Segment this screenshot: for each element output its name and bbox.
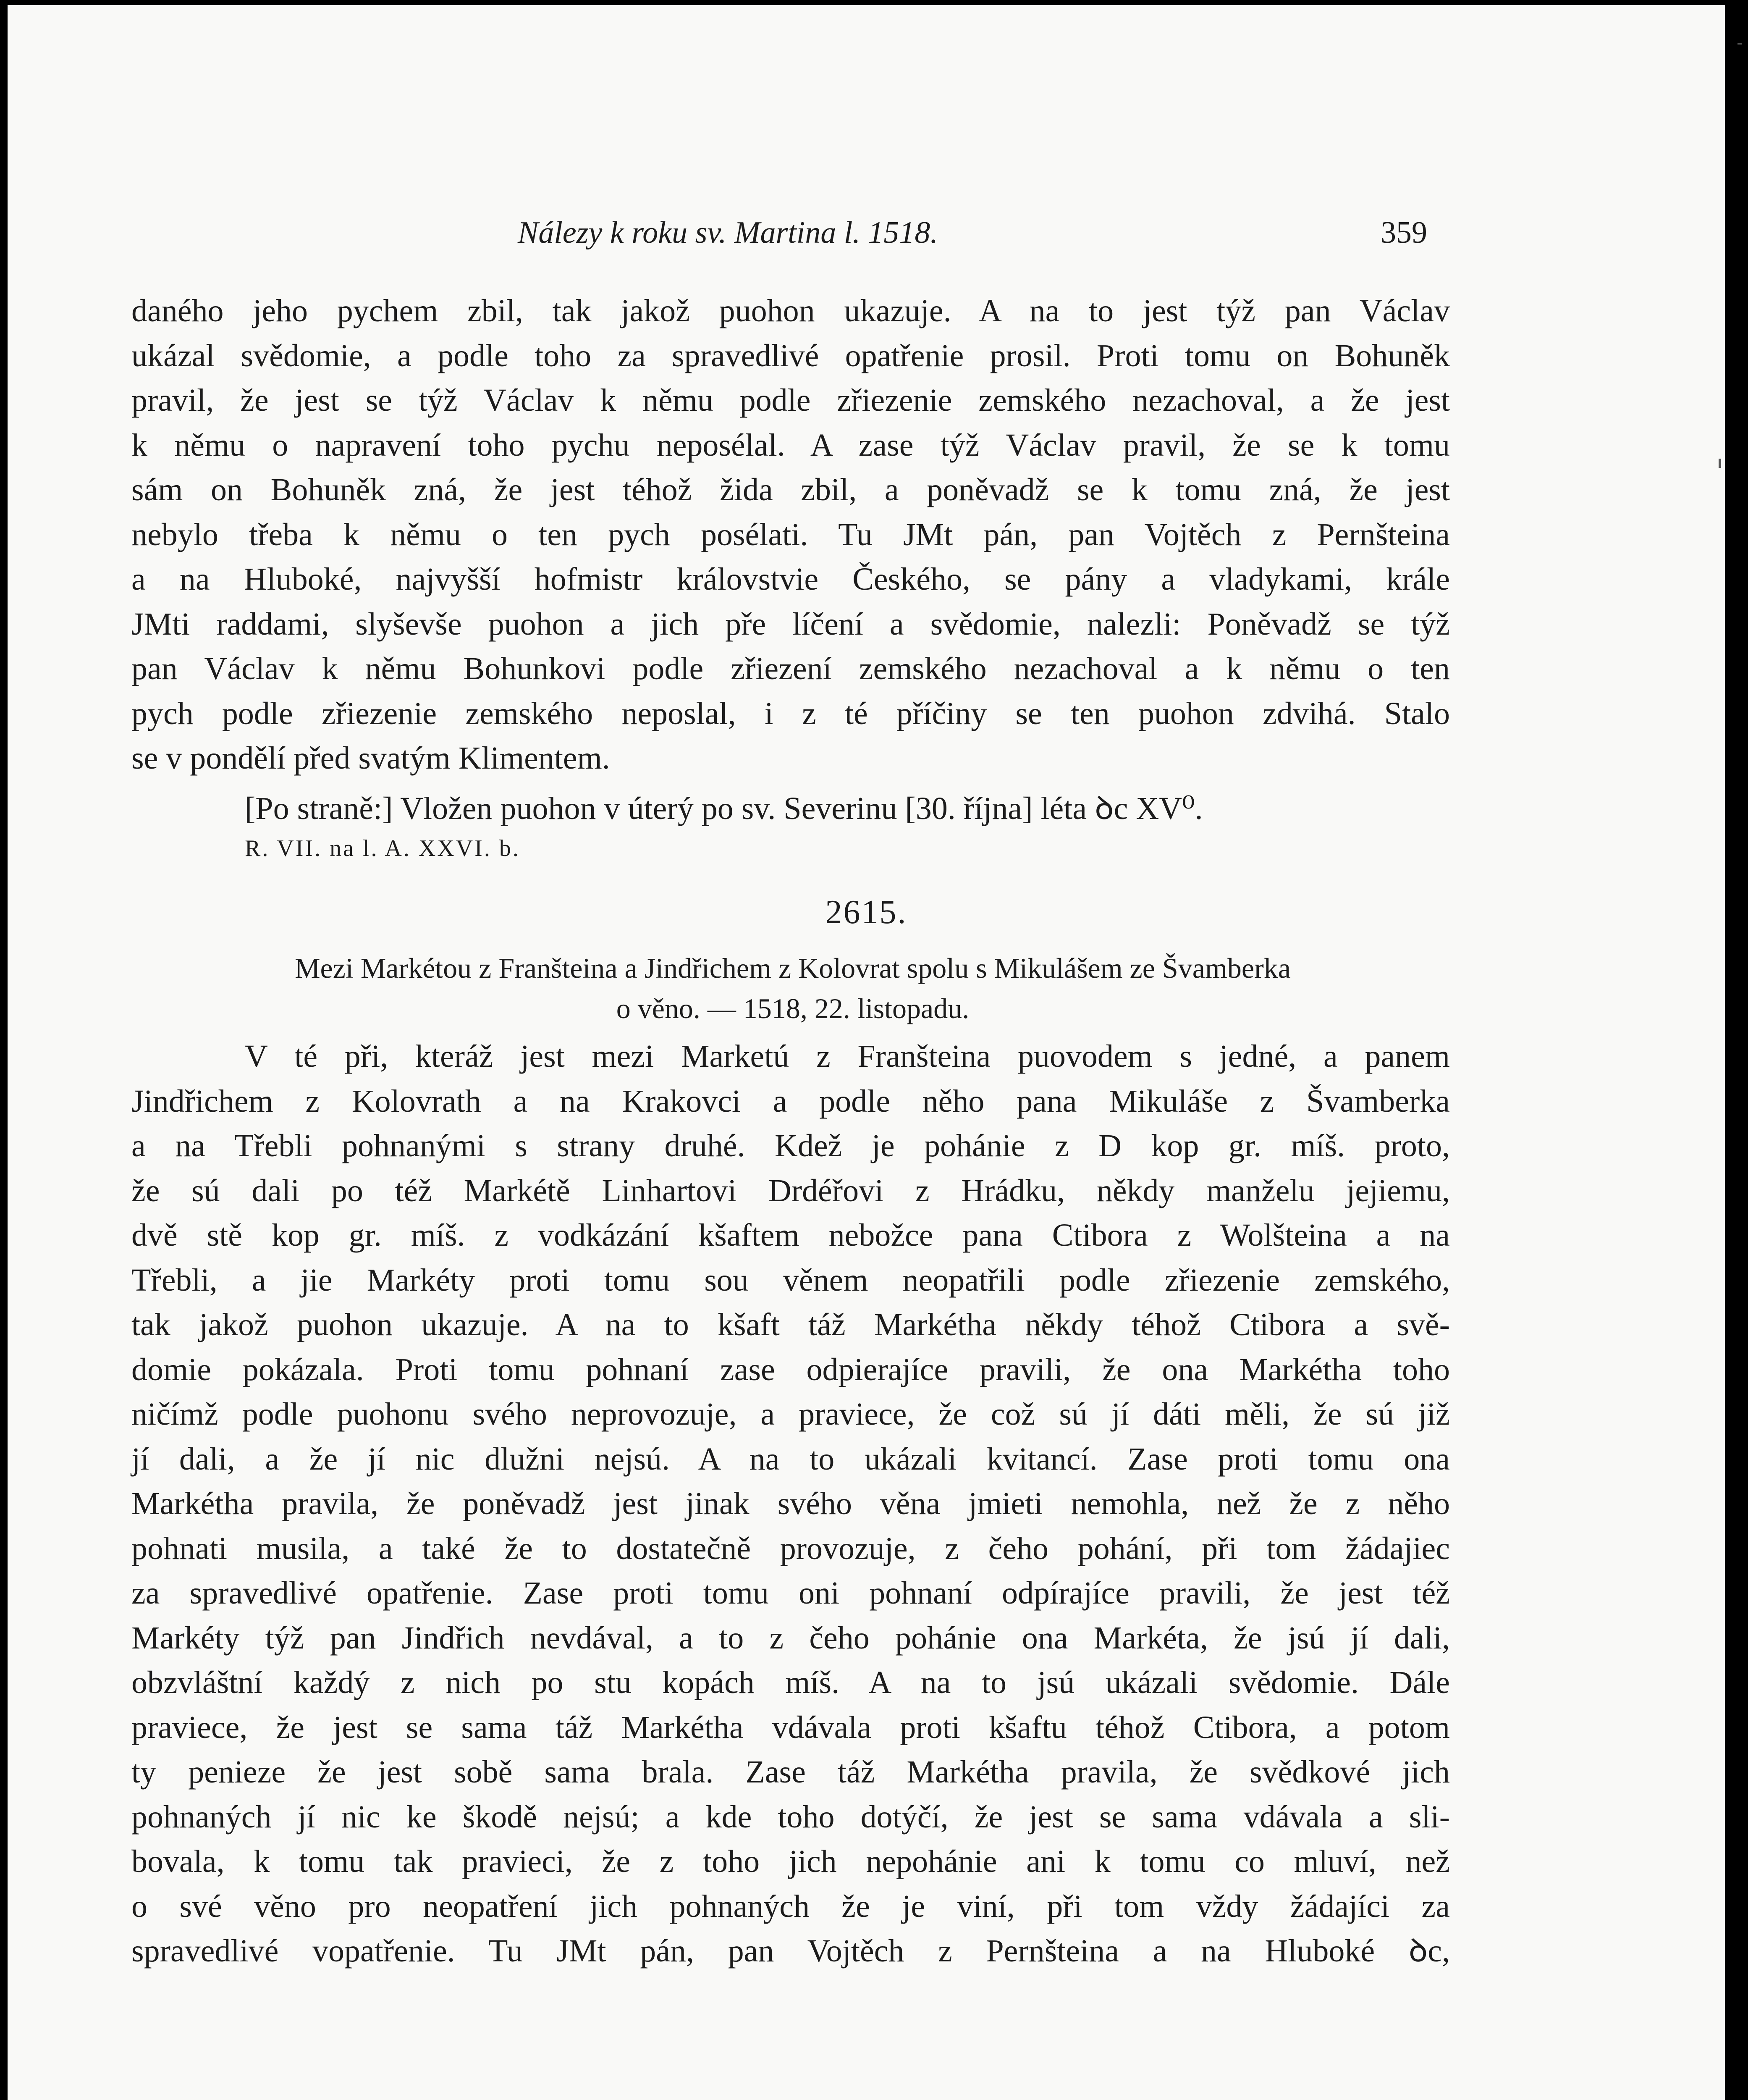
text-line: pohnaných jí nic ke škodě nejsú; a kde toho dotýčí, že jest se sama vdávala a sli- — [131, 1799, 1450, 1835]
text-line: nebylo třeba k němu o ten pych posélati. Tu JMt pán, pan Vojtěch z Pernšteina — [131, 517, 1450, 552]
text-line: pohnati musila, a také že to dostatečně provozuje, z čeho pohání, při tom žádajiec — [131, 1530, 1450, 1566]
entry-body — [131, 1034, 1450, 1974]
text-line: spravedlivé vopatřenie. Tu JMt pán, pan Vojtěch z Pernšteina a na Hluboké ꝺc, — [131, 1933, 1450, 1969]
text-line: ty penieze že jest sobě sama brala. Zase táž Markétha pravila, že svědkové jich — [131, 1754, 1450, 1790]
marginal-note: [Po straně:] Vložen puohon v úterý po sv. Severinu [30. října] léta ꝺc XV⁰. — [245, 791, 1203, 826]
summary-line: o věno. — 1518, 22. listopadu. — [616, 992, 970, 1024]
entry-number: 2615. — [825, 894, 907, 931]
text-line: pan Václav k němu Bohunkovi podle zřiezení zemského nezachoval a k němu o ten — [131, 651, 1450, 686]
text-line: Třebli, a jie Markéty proti tomu sou věnem neopatřili podle zřiezenie zemského, — [131, 1262, 1450, 1298]
text-line: ukázal svědomie, a podle toho za spravedlivé opatřenie prosil. Proti tomu on Bohuněk — [131, 338, 1450, 373]
text-line: jí dali, a že jí nic dlužni nejsú. A na to ukázali kvitancí. Zase proti tomu ona — [131, 1441, 1450, 1477]
text-line: k němu o napravení toho pychu neposélal. A zase týž Václav pravil, že se k tomu — [131, 427, 1450, 463]
text-line: ničímž podle puohonu svého neprovozuje, a praviece, že což sú jí dáti měli, že sú již — [131, 1396, 1450, 1432]
text-line: obzvláštní každý z nich po stu kopách míš. A na to jsú ukázali svědomie. Dále — [131, 1665, 1450, 1700]
scanned-page — [8, 5, 1725, 2100]
page-header — [8, 215, 1725, 257]
text-line: Jindřichem z Kolovrath a na Krakovci a podle něho pana Mikuláše z Švamberka — [131, 1083, 1450, 1119]
text-line: Markétha pravila, že poněvadž jest jinak svého věna jmieti nemohla, než že z něho — [131, 1486, 1450, 1521]
entry-summary — [163, 948, 1423, 1029]
text-line: daného jeho pychem zbil, tak jakož puohon ukazuje. A na to jest týž pan Václav — [131, 293, 1450, 328]
text-line: Markéty týž pan Jindřich nevdával, a to z čeho pohánie ona Markéta, že jsú jí dali, — [131, 1620, 1450, 1656]
text-line: o své věno pro neopatření jich pohnaných že je viní, při tom vždy žádajíci za — [131, 1888, 1450, 1924]
text-line: pravil, že jest se týž Václav k němu podle zřiezenie zemského nezachoval, a že jest — [131, 383, 1450, 418]
summary-line: Mezi Markétou z Franšteina a Jindřichem z Kolovrat spolu s Mikulášem ze Švamberka — [295, 952, 1291, 984]
text-line: domie pokázala. Proti tomu pohnaní zase odpierajíce pravili, že ona Markétha toho — [131, 1352, 1450, 1387]
text-line: se v pondělí před svatým Klimentem. — [131, 740, 610, 776]
scan-speck — [1719, 459, 1721, 468]
running-title: Nálezy k roku sv. Martina l. 1518. — [518, 215, 938, 250]
text-line: bovala, k tomu tak pravieci, že z toho jich nepohánie ani k tomu co mluví, než — [131, 1844, 1450, 1879]
scan-speck — [1738, 43, 1742, 45]
text-line: V té při, kteráž jest mezi Marketú z Franšteina puovodem s jedné, a panem — [245, 1039, 1450, 1074]
text-line: tak jakož puohon ukazuje. A na to kšaft táž Markétha někdy téhož Ctibora a svě- — [131, 1307, 1450, 1342]
continuation-text — [131, 289, 1450, 781]
text-line: za spravedlivé opatřenie. Zase proti tomu oni pohnaní odpírajíce pravili, že jest též — [131, 1575, 1450, 1611]
text-line: sám on Bohuněk zná, že jest téhož žida zbil, a poněvadž se k tomu zná, že jest — [131, 472, 1450, 507]
text-line: a na Třebli pohnanými s strany druhé. Kdež je pohánie z D kop gr. míš. proto, — [131, 1128, 1450, 1163]
text-line: a na Hluboké, najvyšší hofmistr královstvie Českého, se pány a vladykami, krále — [131, 562, 1450, 597]
page-number: 359 — [1381, 215, 1427, 250]
text-line: že sú dali po též Markétě Linhartovi Drdéřovi z Hrádku, někdy manželu jejiemu, — [131, 1173, 1450, 1208]
text-line: dvě stě kop gr. míš. z vodkázání kšaftem nebožce pana Ctibora z Wolšteina a na — [131, 1218, 1450, 1253]
archival-reference: R. VII. na l. A. XXVI. b. — [245, 835, 520, 861]
text-line: JMti raddami, slyševše puohon a jich pře líčení a svědomie, nalezli: Poněvadž se týž — [131, 606, 1450, 642]
text-line: pych podle zřiezenie zemského neposlal, i z té příčiny se ten puohon zdvihá. Stalo — [131, 696, 1450, 731]
text-line: praviece, že jest se sama táž Markétha vdávala proti kšaftu téhož Ctibora, a potom — [131, 1709, 1450, 1745]
